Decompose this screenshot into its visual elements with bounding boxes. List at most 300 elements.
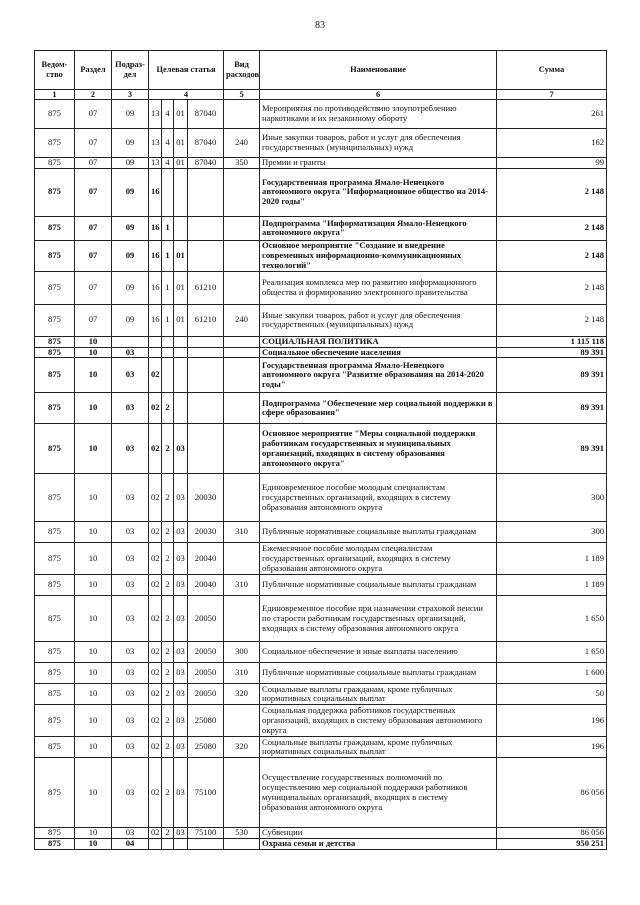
sum-cell: 1 115 118 (497, 336, 607, 347)
table-row (35, 663, 607, 684)
ved-cell: 875 (35, 129, 75, 158)
target-subprogram-cell (162, 168, 174, 216)
table-row (35, 240, 607, 271)
razdel-cell: 10 (75, 336, 112, 347)
index-cell: 3 (112, 90, 149, 100)
target-subprogram-cell: 2 (162, 663, 174, 684)
target-subprogram-cell: 1 (162, 304, 174, 336)
target-subprogram-cell (162, 839, 174, 850)
podrazdel-cell: 09 (112, 158, 149, 169)
target-subprogram-cell (162, 347, 174, 358)
vid-cell: 300 (224, 642, 260, 663)
target-subprogram-cell: 2 (162, 828, 174, 839)
target-subprogram-cell: 2 (162, 737, 174, 758)
razdel-cell: 10 (75, 575, 112, 596)
podrazdel-cell: 03 (112, 642, 149, 663)
ved-cell: 875 (35, 158, 75, 169)
ved-cell: 875 (35, 543, 75, 575)
podrazdel-cell: 03 (112, 684, 149, 705)
target-event-cell: 03 (174, 642, 188, 663)
index-cell: 6 (260, 90, 497, 100)
target-program-cell: 02 (149, 705, 162, 737)
target-event-cell: 01 (174, 304, 188, 336)
target-event-cell: 03 (174, 737, 188, 758)
index-row (35, 90, 607, 100)
header-podrazdel: Подраз-дел (112, 51, 149, 90)
target-direction-cell (188, 240, 224, 271)
target-event-cell: 03 (174, 424, 188, 474)
target-event-cell: 03 (174, 575, 188, 596)
header-target: Целевая статья (149, 51, 224, 90)
name-cell: Публичные нормативные социальные выплаты гражданам (260, 663, 497, 684)
sum-cell: 99 (497, 158, 607, 169)
name-cell: Иные закупки товаров, работ и услуг для обеспечения государственных (муниципальных) нужд (260, 129, 497, 158)
sum-cell: 89 391 (497, 358, 607, 393)
target-program-cell: 02 (149, 358, 162, 393)
target-subprogram-cell: 1 (162, 271, 174, 304)
table-row (35, 129, 607, 158)
razdel-cell: 10 (75, 642, 112, 663)
target-event-cell: 01 (174, 129, 188, 158)
target-event-cell: 03 (174, 596, 188, 642)
target-program-cell: 02 (149, 596, 162, 642)
table-row (35, 543, 607, 575)
vid-cell (224, 839, 260, 850)
podrazdel-cell: 09 (112, 271, 149, 304)
header-sum: Сумма (497, 51, 607, 90)
razdel-cell: 10 (75, 839, 112, 850)
name-cell: Публичные нормативные социальные выплаты гражданам (260, 522, 497, 543)
target-event-cell: 03 (174, 705, 188, 737)
table-row (35, 758, 607, 828)
target-direction-cell: 61210 (188, 304, 224, 336)
target-subprogram-cell: 2 (162, 543, 174, 575)
razdel-cell: 07 (75, 271, 112, 304)
ved-cell: 875 (35, 216, 75, 240)
target-subprogram-cell: 2 (162, 424, 174, 474)
target-subprogram-cell: 4 (162, 129, 174, 158)
sum-cell: 1 600 (497, 663, 607, 684)
index-cell: 5 (224, 90, 260, 100)
target-event-cell: 03 (174, 828, 188, 839)
podrazdel-cell: 03 (112, 522, 149, 543)
header-razdel: Раздел (75, 51, 112, 90)
podrazdel-cell: 09 (112, 240, 149, 271)
page-number: 83 (315, 20, 325, 31)
vid-cell (224, 393, 260, 424)
vid-cell: 530 (224, 828, 260, 839)
ved-cell: 875 (35, 758, 75, 828)
table-row (35, 100, 607, 129)
target-event-cell (174, 358, 188, 393)
vid-cell (224, 100, 260, 129)
ved-cell: 875 (35, 684, 75, 705)
target-program-cell: 02 (149, 663, 162, 684)
vid-cell (224, 168, 260, 216)
vid-cell: 240 (224, 129, 260, 158)
sum-cell: 2 148 (497, 304, 607, 336)
ved-cell: 875 (35, 336, 75, 347)
target-program-cell (149, 347, 162, 358)
target-direction-cell: 20050 (188, 642, 224, 663)
target-event-cell (174, 168, 188, 216)
table-row (35, 474, 607, 522)
target-program-cell (149, 839, 162, 850)
sum-cell: 196 (497, 705, 607, 737)
target-subprogram-cell: 1 (162, 240, 174, 271)
target-subprogram-cell (162, 336, 174, 347)
sum-cell: 2 148 (497, 240, 607, 271)
name-cell: Государственная программа Ямало-Ненецкого автономного округа "Развитие образования на 2014-2020 годы" (260, 358, 497, 393)
name-cell: Охрана семьи и детства (260, 839, 497, 850)
target-program-cell: 02 (149, 424, 162, 474)
podrazdel-cell: 09 (112, 100, 149, 129)
sum-cell: 1 650 (497, 642, 607, 663)
target-program-cell: 13 (149, 100, 162, 129)
target-direction-cell: 20040 (188, 543, 224, 575)
name-cell: Основное мероприятие "Меры социальной поддержки работникам государственных и муниципальных организаций, входящих в систему образования автономного округа" (260, 424, 497, 474)
podrazdel-cell: 03 (112, 596, 149, 642)
target-subprogram-cell: 4 (162, 100, 174, 129)
target-subprogram-cell: 1 (162, 216, 174, 240)
name-cell: Подпрограмма "Информатизация Ямало-Ненецкого автономного округа" (260, 216, 497, 240)
podrazdel-cell: 03 (112, 424, 149, 474)
target-direction-cell: 25080 (188, 737, 224, 758)
target-direction-cell (188, 839, 224, 850)
razdel-cell: 10 (75, 358, 112, 393)
name-cell: Осуществление государственных полномочий по осуществлению мер социальной поддержки работников муниципальных организаций, входящих в систему образования автономного округа (260, 758, 497, 828)
sum-cell: 86 056 (497, 828, 607, 839)
name-cell: Единовременное пособие молодым специалистам государственных организаций, входящих в систему образования автономного округа (260, 474, 497, 522)
razdel-cell: 10 (75, 758, 112, 828)
podrazdel-cell: 09 (112, 304, 149, 336)
sum-cell: 2 148 (497, 216, 607, 240)
target-program-cell: 13 (149, 158, 162, 169)
table-row (35, 737, 607, 758)
name-cell: Социальные выплаты гражданам, кроме публичных нормативных социальных выплат (260, 737, 497, 758)
table-row (35, 393, 607, 424)
budget-table (34, 50, 607, 850)
name-cell: Государственная программа Ямало-Ненецкого автономного округа "Информационное общество на 2014-2020 годы" (260, 168, 497, 216)
name-cell: Социальная поддержка работников государственных организаций, входящих в систему образования автономного округа (260, 705, 497, 737)
target-direction-cell (188, 216, 224, 240)
sum-cell: 300 (497, 522, 607, 543)
index-cell: 1 (35, 90, 75, 100)
vid-cell: 350 (224, 158, 260, 169)
target-program-cell: 16 (149, 168, 162, 216)
table-row (35, 271, 607, 304)
target-subprogram-cell: 2 (162, 705, 174, 737)
sum-cell: 86 056 (497, 758, 607, 828)
sum-cell: 196 (497, 737, 607, 758)
name-cell: Премии и гранты (260, 158, 497, 169)
sum-cell: 89 391 (497, 347, 607, 358)
target-direction-cell: 61210 (188, 271, 224, 304)
target-program-cell: 02 (149, 543, 162, 575)
ved-cell: 875 (35, 240, 75, 271)
table-row (35, 575, 607, 596)
name-cell: Подпрограмма "Обеспечение мер социальной поддержки в сфере образования" (260, 393, 497, 424)
razdel-cell: 07 (75, 304, 112, 336)
ved-cell: 875 (35, 100, 75, 129)
target-program-cell: 16 (149, 304, 162, 336)
name-cell: Публичные нормативные социальные выплаты гражданам (260, 575, 497, 596)
ved-cell: 875 (35, 358, 75, 393)
target-event-cell: 01 (174, 240, 188, 271)
table-row (35, 358, 607, 393)
index-cell: 2 (75, 90, 112, 100)
target-subprogram-cell: 2 (162, 522, 174, 543)
name-cell: Субвенции (260, 828, 497, 839)
podrazdel-cell: 09 (112, 168, 149, 216)
target-event-cell: 01 (174, 271, 188, 304)
target-program-cell: 02 (149, 393, 162, 424)
sum-cell: 1 189 (497, 543, 607, 575)
header-row (35, 51, 607, 90)
target-direction-cell: 20050 (188, 596, 224, 642)
razdel-cell: 07 (75, 168, 112, 216)
ved-cell: 875 (35, 839, 75, 850)
target-subprogram-cell: 2 (162, 642, 174, 663)
target-program-cell: 16 (149, 240, 162, 271)
header-ved: Ведом-ство (35, 51, 75, 90)
razdel-cell: 10 (75, 684, 112, 705)
table-row (35, 596, 607, 642)
vid-cell (224, 543, 260, 575)
index-cell: 7 (497, 90, 607, 100)
target-event-cell: 01 (174, 158, 188, 169)
ved-cell: 875 (35, 393, 75, 424)
vid-cell (224, 347, 260, 358)
ved-cell: 875 (35, 705, 75, 737)
table-row (35, 642, 607, 663)
podrazdel-cell: 03 (112, 828, 149, 839)
podrazdel-cell: 03 (112, 575, 149, 596)
table-row (35, 424, 607, 474)
table-row (35, 304, 607, 336)
vid-cell (224, 336, 260, 347)
target-direction-cell: 87040 (188, 158, 224, 169)
razdel-cell: 10 (75, 474, 112, 522)
razdel-cell: 10 (75, 347, 112, 358)
ved-cell: 875 (35, 642, 75, 663)
table-row (35, 336, 607, 347)
target-program-cell: 02 (149, 474, 162, 522)
ved-cell: 875 (35, 575, 75, 596)
sum-cell: 162 (497, 129, 607, 158)
table-row (35, 705, 607, 737)
podrazdel-cell: 09 (112, 216, 149, 240)
target-event-cell: 03 (174, 522, 188, 543)
ved-cell: 875 (35, 663, 75, 684)
table-row (35, 347, 607, 358)
target-direction-cell: 20040 (188, 575, 224, 596)
ved-cell: 875 (35, 522, 75, 543)
table-row (35, 828, 607, 839)
target-direction-cell: 20030 (188, 474, 224, 522)
sum-cell: 1 650 (497, 596, 607, 642)
name-cell: Ежемесячное пособие молодым специалистам государственных организаций, входящих в систему образования автономного округа (260, 543, 497, 575)
sum-cell: 50 (497, 684, 607, 705)
podrazdel-cell: 03 (112, 737, 149, 758)
podrazdel-cell: 03 (112, 705, 149, 737)
target-direction-cell (188, 424, 224, 474)
target-direction-cell: 20030 (188, 522, 224, 543)
podrazdel-cell (112, 336, 149, 347)
podrazdel-cell: 09 (112, 129, 149, 158)
table-row (35, 168, 607, 216)
target-event-cell: 03 (174, 474, 188, 522)
podrazdel-cell: 03 (112, 663, 149, 684)
table-row (35, 158, 607, 169)
target-program-cell: 02 (149, 684, 162, 705)
target-program-cell (149, 336, 162, 347)
name-cell: Реализация комплекса мер по развитию информационного общества и формированию электронного правительства (260, 271, 497, 304)
vid-cell (224, 596, 260, 642)
target-program-cell: 16 (149, 216, 162, 240)
podrazdel-cell: 03 (112, 358, 149, 393)
table-row (35, 216, 607, 240)
target-program-cell: 02 (149, 575, 162, 596)
header-vid: Вид расходов (224, 51, 260, 90)
sum-cell: 261 (497, 100, 607, 129)
table-row (35, 684, 607, 705)
podrazdel-cell: 03 (112, 347, 149, 358)
razdel-cell: 10 (75, 596, 112, 642)
target-program-cell: 02 (149, 642, 162, 663)
sum-cell: 300 (497, 474, 607, 522)
razdel-cell: 07 (75, 129, 112, 158)
header-name: Наименование (260, 51, 497, 90)
target-direction-cell: 20050 (188, 663, 224, 684)
vid-cell: 320 (224, 684, 260, 705)
target-direction-cell (188, 358, 224, 393)
sum-cell: 2 148 (497, 168, 607, 216)
sum-cell: 1 189 (497, 575, 607, 596)
podrazdel-cell: 03 (112, 543, 149, 575)
razdel-cell: 07 (75, 158, 112, 169)
target-subprogram-cell: 4 (162, 158, 174, 169)
vid-cell (224, 705, 260, 737)
podrazdel-cell: 03 (112, 758, 149, 828)
razdel-cell: 07 (75, 216, 112, 240)
target-subprogram-cell: 2 (162, 684, 174, 705)
target-direction-cell (188, 168, 224, 216)
name-cell: Иные закупки товаров, работ и услуг для обеспечения государственных (муниципальных) нужд (260, 304, 497, 336)
vid-cell (224, 358, 260, 393)
index-cell: 4 (149, 90, 224, 100)
vid-cell (224, 474, 260, 522)
ved-cell: 875 (35, 347, 75, 358)
target-subprogram-cell: 2 (162, 596, 174, 642)
table-row (35, 522, 607, 543)
razdel-cell: 10 (75, 424, 112, 474)
target-direction-cell (188, 347, 224, 358)
podrazdel-cell: 03 (112, 474, 149, 522)
podrazdel-cell: 04 (112, 839, 149, 850)
razdel-cell: 10 (75, 522, 112, 543)
target-direction-cell: 87040 (188, 129, 224, 158)
target-event-cell: 03 (174, 663, 188, 684)
sum-cell: 950 251 (497, 839, 607, 850)
target-direction-cell: 20050 (188, 684, 224, 705)
target-program-cell: 13 (149, 129, 162, 158)
target-program-cell: 02 (149, 758, 162, 828)
target-event-cell: 03 (174, 543, 188, 575)
vid-cell: 310 (224, 663, 260, 684)
target-direction-cell: 75100 (188, 758, 224, 828)
target-subprogram-cell: 2 (162, 393, 174, 424)
vid-cell: 320 (224, 737, 260, 758)
target-direction-cell (188, 336, 224, 347)
vid-cell: 240 (224, 304, 260, 336)
target-program-cell: 02 (149, 737, 162, 758)
target-program-cell: 02 (149, 522, 162, 543)
name-cell: Мероприятия по противодействию злоупотреблению наркотиками и их незаконному обороту (260, 100, 497, 129)
table-row (35, 839, 607, 850)
vid-cell (224, 424, 260, 474)
target-event-cell (174, 216, 188, 240)
name-cell: Социальные выплаты гражданам, кроме публичных нормативных социальных выплат (260, 684, 497, 705)
ved-cell: 875 (35, 596, 75, 642)
vid-cell: 310 (224, 522, 260, 543)
target-direction-cell: 25080 (188, 705, 224, 737)
name-cell: СОЦИАЛЬНАЯ ПОЛИТИКА (260, 336, 497, 347)
target-direction-cell: 87040 (188, 100, 224, 129)
target-event-cell: 01 (174, 100, 188, 129)
target-event-cell (174, 347, 188, 358)
vid-cell (224, 271, 260, 304)
target-subprogram-cell: 2 (162, 758, 174, 828)
target-event-cell: 03 (174, 758, 188, 828)
target-event-cell: 03 (174, 684, 188, 705)
ved-cell: 875 (35, 304, 75, 336)
name-cell: Социальное обеспечение и иные выплаты населению (260, 642, 497, 663)
ved-cell: 875 (35, 271, 75, 304)
sum-cell: 2 148 (497, 271, 607, 304)
razdel-cell: 10 (75, 705, 112, 737)
razdel-cell: 10 (75, 737, 112, 758)
target-direction-cell: 75100 (188, 828, 224, 839)
razdel-cell: 10 (75, 393, 112, 424)
razdel-cell: 07 (75, 240, 112, 271)
target-subprogram-cell: 2 (162, 474, 174, 522)
target-program-cell: 02 (149, 828, 162, 839)
ved-cell: 875 (35, 474, 75, 522)
name-cell: Социальное обеспечение населения (260, 347, 497, 358)
target-direction-cell (188, 393, 224, 424)
razdel-cell: 10 (75, 663, 112, 684)
target-event-cell (174, 839, 188, 850)
vid-cell (224, 758, 260, 828)
sum-cell: 89 391 (497, 424, 607, 474)
target-program-cell: 16 (149, 271, 162, 304)
vid-cell (224, 216, 260, 240)
vid-cell (224, 240, 260, 271)
target-subprogram-cell: 2 (162, 575, 174, 596)
ved-cell: 875 (35, 424, 75, 474)
name-cell: Основное мероприятие "Создание и внедрение современных информационно-коммуникационных технологий" (260, 240, 497, 271)
target-event-cell (174, 336, 188, 347)
razdel-cell: 10 (75, 543, 112, 575)
name-cell: Единовременное пособие при назначении страховой пенсии по старости работникам государственных организаций, входящих в систему образования автономного округа (260, 596, 497, 642)
ved-cell: 875 (35, 828, 75, 839)
ved-cell: 875 (35, 737, 75, 758)
target-subprogram-cell (162, 358, 174, 393)
sum-cell: 89 391 (497, 393, 607, 424)
ved-cell: 875 (35, 168, 75, 216)
podrazdel-cell: 03 (112, 393, 149, 424)
